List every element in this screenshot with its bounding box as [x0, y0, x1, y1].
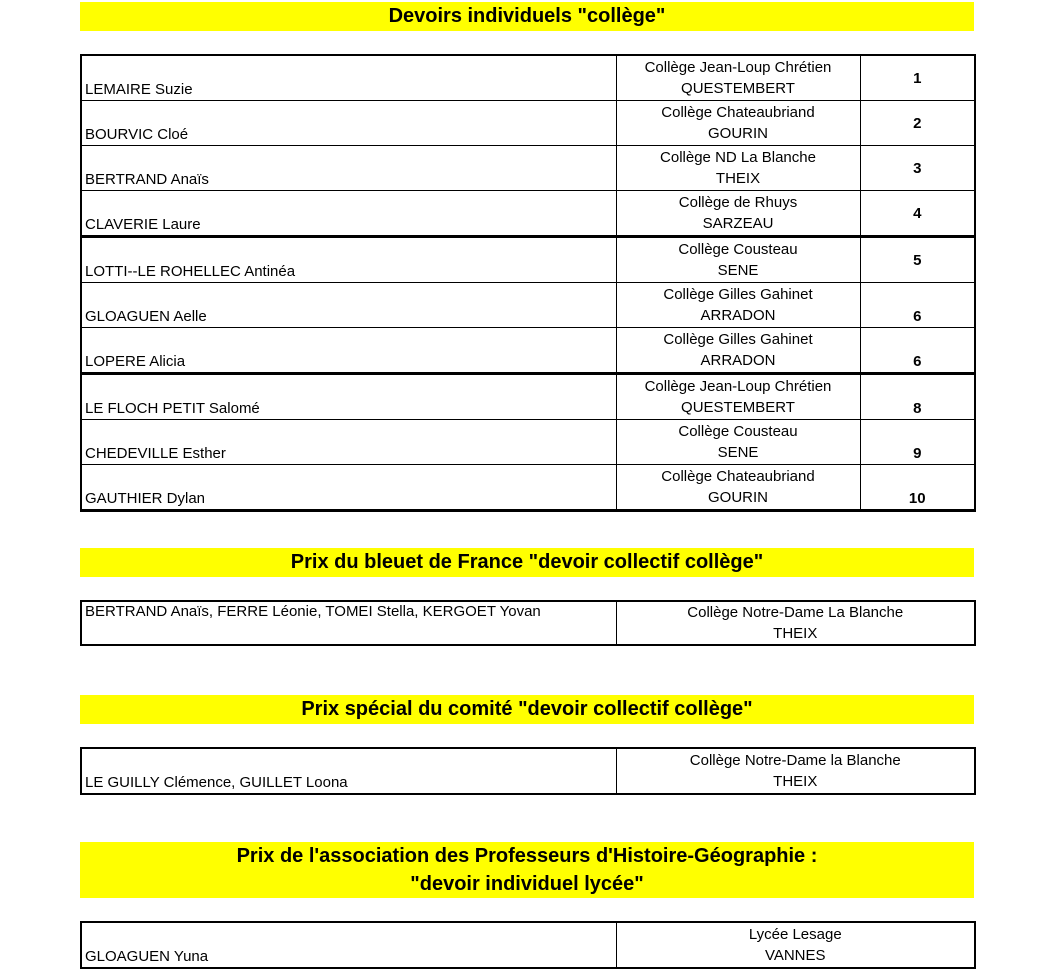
school-cell	[616, 420, 860, 465]
table-row	[81, 101, 975, 146]
table-row	[81, 283, 975, 328]
student-name: LOTTI--LE ROHELLEC Antinéa	[81, 237, 616, 283]
table-row	[81, 237, 975, 283]
student-name: LOPERE Alicia	[81, 328, 616, 374]
student-name: CHEDEVILLE Esther	[81, 420, 616, 465]
school-city: SARZEAU	[702, 215, 774, 232]
school-city: GOURIN	[708, 125, 768, 142]
school-name: Lycée Lesage	[748, 926, 842, 943]
school-city: SENE	[717, 262, 759, 279]
rank: 10	[860, 465, 975, 511]
student-name: GLOAGUEN Aelle	[81, 283, 616, 328]
table-row	[81, 420, 975, 465]
student-name: CLAVERIE Laure	[81, 191, 616, 237]
school-cell	[616, 374, 860, 420]
rank: 5	[860, 237, 975, 283]
student-names: BERTRAND Anaïs, FERRE Léonie, TOMEI Stella, KERGOET Yovan	[81, 601, 616, 645]
student-name: BERTRAND Anaïs	[81, 146, 616, 191]
school-city: SENE	[717, 444, 759, 461]
table-row	[81, 374, 975, 420]
school-cell	[616, 922, 975, 968]
school-city: QUESTEMBERT	[681, 80, 795, 97]
results-table-college	[80, 54, 976, 512]
student-name: GLOAGUEN Yuna	[81, 922, 616, 968]
school-city: QUESTEMBERT	[681, 399, 795, 416]
school-name: Collège Jean-Loup Chrétien	[644, 378, 832, 395]
section-title-line2: "devoir individuel lycée"	[410, 873, 644, 895]
student-name: LE FLOCH PETIT Salomé	[81, 374, 616, 420]
school-name: Collège ND La Blanche	[660, 149, 816, 166]
results-table-bleuet	[80, 600, 976, 646]
rank: 2	[860, 101, 975, 146]
student-name: BOURVIC Cloé	[81, 101, 616, 146]
school-city: THEIX	[773, 773, 818, 790]
school-city: ARRADON	[700, 352, 776, 369]
table-row	[81, 328, 975, 374]
school-city: VANNES	[764, 947, 826, 964]
results-table-special	[80, 747, 976, 795]
section-title-devoirs-individuels: Devoirs individuels "collège"	[80, 2, 974, 31]
rank: 1	[860, 55, 975, 101]
table-row	[81, 55, 975, 101]
rank: 8	[860, 374, 975, 420]
school-city: GOURIN	[708, 489, 768, 506]
school-name: Collège de Rhuys	[678, 194, 798, 211]
school-cell	[616, 328, 860, 374]
section-title-prix-special: Prix spécial du comité "devoir collectif collège"	[80, 695, 974, 724]
school-cell	[616, 465, 860, 511]
table-row	[81, 146, 975, 191]
school-name: Collège Gilles Gahinet	[663, 331, 813, 348]
student-names: LE GUILLY Clémence, GUILLET Loona	[81, 748, 616, 794]
school-cell	[616, 283, 860, 328]
rank: 9	[860, 420, 975, 465]
rank: 6	[860, 328, 975, 374]
school-name: Collège Chateaubriand	[661, 468, 815, 485]
rank: 6	[860, 283, 975, 328]
school-city: THEIX	[715, 170, 761, 187]
section-title-prix-aphg	[80, 842, 974, 898]
results-table-lycee	[80, 921, 976, 969]
student-name: GAUTHIER Dylan	[81, 465, 616, 511]
table-row	[81, 191, 975, 237]
school-cell	[616, 191, 860, 237]
section-title-prix-bleuet: Prix du bleuet de France "devoir collectif collège"	[80, 548, 974, 577]
table-row	[81, 465, 975, 511]
school-city: THEIX	[773, 625, 818, 642]
table-row	[81, 601, 975, 645]
section-title-line1: Prix de l'association des Professeurs d'Histoire-Géographie :	[236, 845, 818, 867]
table-row	[81, 748, 975, 794]
rank: 3	[860, 146, 975, 191]
school-name: Collège Cousteau	[678, 423, 798, 440]
school-name: Collège Notre-Dame La Blanche	[687, 604, 904, 621]
school-name: Collège Cousteau	[678, 241, 798, 258]
school-name: Collège Jean-Loup Chrétien	[644, 59, 832, 76]
school-cell	[616, 237, 860, 283]
school-cell	[616, 146, 860, 191]
school-cell	[616, 101, 860, 146]
school-cell	[616, 748, 975, 794]
school-name: Collège Chateaubriand	[661, 104, 815, 121]
school-name: Collège Notre-Dame la Blanche	[689, 752, 901, 769]
student-name: LEMAIRE Suzie	[81, 55, 616, 101]
rank: 4	[860, 191, 975, 237]
school-city: ARRADON	[700, 307, 776, 324]
school-cell	[616, 55, 860, 101]
school-name: Collège Gilles Gahinet	[663, 286, 813, 303]
table-row	[81, 922, 975, 968]
school-cell	[616, 601, 975, 645]
